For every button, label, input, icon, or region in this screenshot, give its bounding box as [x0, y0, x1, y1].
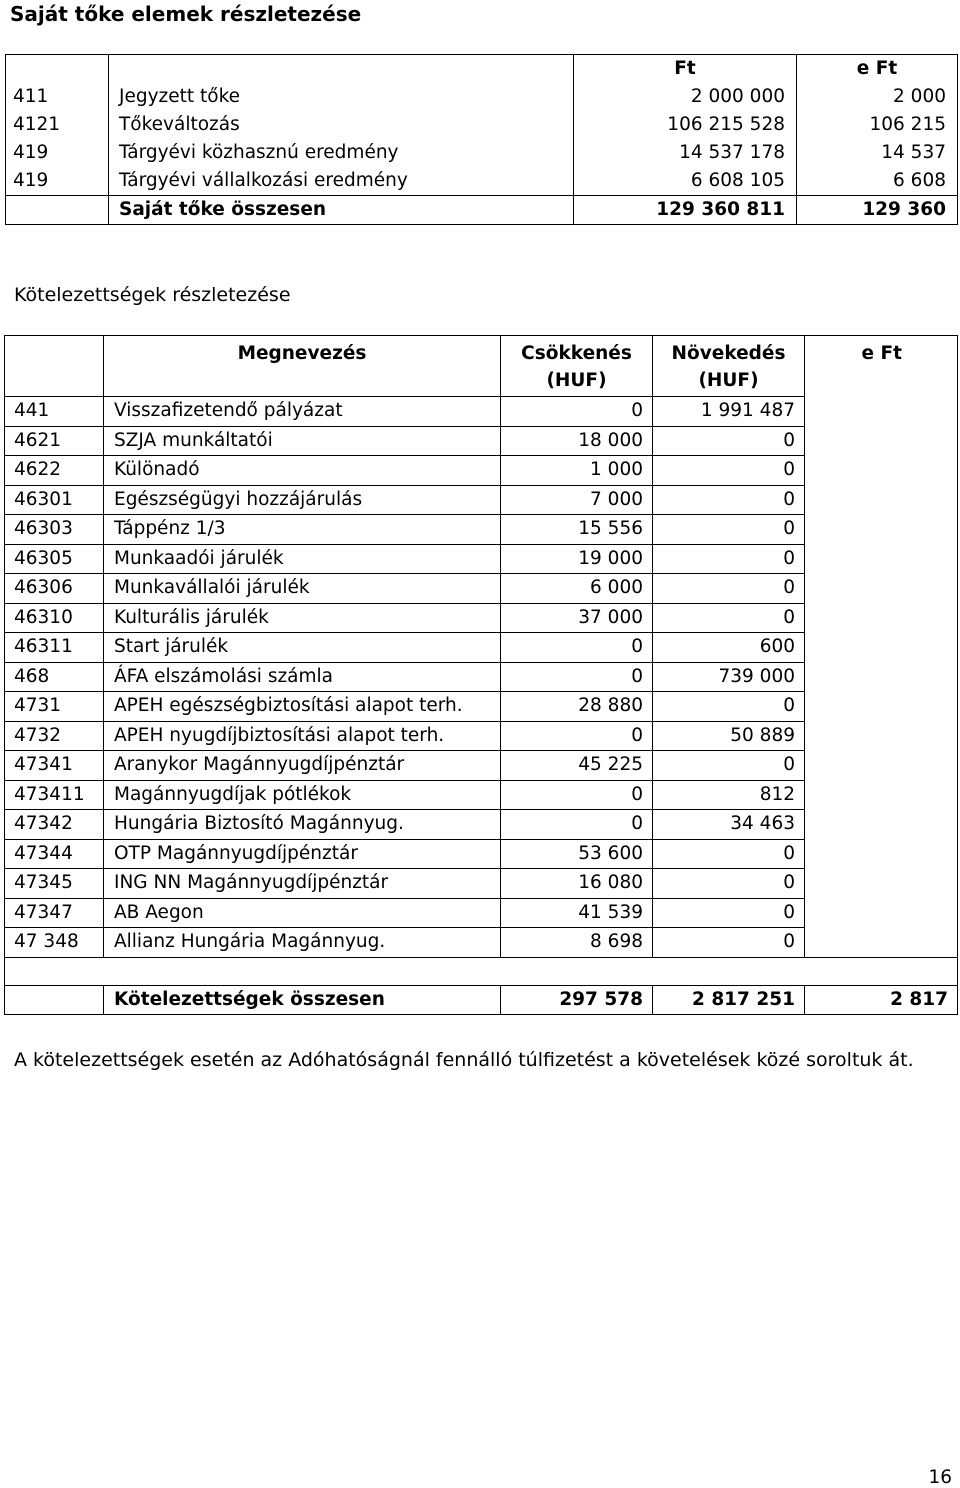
total-increase: 2 817 251 [653, 985, 805, 1015]
liability-row [5, 633, 958, 663]
account-code: 4732 [5, 721, 104, 751]
header-increase-unit: (HUF) [698, 370, 759, 391]
account-code: 468 [5, 662, 104, 692]
liability-row [5, 662, 958, 692]
increase-amount: 0 [653, 751, 805, 781]
decrease-amount: 37 000 [501, 603, 653, 633]
liabilities-header-row [5, 336, 958, 397]
total-label: Saját tőke összesen [109, 196, 574, 225]
equity-header-row [6, 55, 958, 84]
account-code: 47345 [5, 869, 104, 899]
decrease-amount: 28 880 [501, 692, 653, 722]
decrease-amount: 0 [501, 721, 653, 751]
unit-column-cell [805, 839, 958, 869]
increase-amount: 34 463 [653, 810, 805, 840]
equity-row [6, 167, 958, 196]
account-name: ÁFA elszámolási számla [104, 662, 501, 692]
increase-amount: 0 [653, 515, 805, 545]
account-code: 46301 [5, 485, 104, 515]
unit-column-cell [805, 869, 958, 899]
account-code: 4731 [5, 692, 104, 722]
liabilities-header-blank [5, 336, 104, 397]
liability-row [5, 456, 958, 486]
amount-eft: 106 215 [797, 111, 958, 139]
equity-header-eft: e Ft [797, 55, 958, 84]
liability-row [5, 869, 958, 899]
unit-column-cell [805, 603, 958, 633]
account-name: Tőkeváltozás [109, 111, 574, 139]
increase-amount: 1 991 487 [653, 397, 805, 427]
unit-column-cell [805, 515, 958, 545]
account-code: 47 348 [5, 928, 104, 958]
account-code: 4622 [5, 456, 104, 486]
account-name: APEH egészségbiztosítási alapot terh. [104, 692, 501, 722]
liabilities-header-name [104, 336, 501, 397]
total-label: Kötelezettségek összesen [104, 985, 501, 1015]
total-eft: 2 817 [805, 985, 958, 1015]
increase-amount: 0 [653, 485, 805, 515]
total-ft: 129 360 811 [574, 196, 797, 225]
account-code: 47347 [5, 898, 104, 928]
liability-blank-row [5, 957, 958, 985]
account-name: Visszafizetendő pályázat [104, 397, 501, 427]
equity-table [5, 54, 958, 225]
account-name: Tárgyévi közhasznú eredmény [109, 139, 574, 167]
account-name: OTP Magánnyugdíjpénztár [104, 839, 501, 869]
equity-section-title: Saját tőke elemek részletezése [10, 2, 362, 26]
amount-eft: 6 608 [797, 167, 958, 196]
liability-total-row [5, 985, 958, 1015]
decrease-amount: 45 225 [501, 751, 653, 781]
unit-column-cell [805, 426, 958, 456]
decrease-amount: 0 [501, 662, 653, 692]
account-code: 473411 [5, 780, 104, 810]
decrease-amount: 16 080 [501, 869, 653, 899]
increase-amount: 600 [653, 633, 805, 663]
account-code: 411 [6, 83, 109, 111]
unit-column-cell [805, 544, 958, 574]
account-name: ING NN Magánnyugdíjpénztár [104, 869, 501, 899]
amount-eft: 14 537 [797, 139, 958, 167]
blank-cell [5, 957, 958, 985]
decrease-amount: 7 000 [501, 485, 653, 515]
account-code: 441 [5, 397, 104, 427]
liability-row [5, 721, 958, 751]
liability-row [5, 485, 958, 515]
account-name: Munkaadói járulék [104, 544, 501, 574]
increase-amount: 0 [653, 603, 805, 633]
increase-amount: 0 [653, 869, 805, 899]
amount-ft: 6 608 105 [574, 167, 797, 196]
account-name: Hungária Biztosító Magánnyug. [104, 810, 501, 840]
account-code: 46305 [5, 544, 104, 574]
account-name: Egészségügyi hozzájárulás [104, 485, 501, 515]
decrease-amount: 0 [501, 780, 653, 810]
unit-column-cell [805, 485, 958, 515]
increase-amount: 0 [653, 544, 805, 574]
account-name: Táppénz 1/3 [104, 515, 501, 545]
decrease-amount: 41 539 [501, 898, 653, 928]
amount-ft: 2 000 000 [574, 83, 797, 111]
total-decrease: 297 578 [501, 985, 653, 1015]
decrease-amount: 53 600 [501, 839, 653, 869]
increase-amount: 0 [653, 692, 805, 722]
account-name: Tárgyévi vállalkozási eredmény [109, 167, 574, 196]
decrease-amount: 0 [501, 633, 653, 663]
account-code: 47344 [5, 839, 104, 869]
decrease-amount: 19 000 [501, 544, 653, 574]
liability-row [5, 810, 958, 840]
account-code: 46303 [5, 515, 104, 545]
footnote: A kötelezettségek esetén az Adóhatóságnál fennálló túlfizetést a követelések közé soroltuk át. [14, 1049, 914, 1071]
liabilities-section-title: Kötelezettségek részletezése [14, 284, 291, 306]
unit-column-cell [805, 692, 958, 722]
unit-column-cell [805, 633, 958, 663]
liability-row [5, 751, 958, 781]
amount-ft: 106 215 528 [574, 111, 797, 139]
increase-amount: 50 889 [653, 721, 805, 751]
equity-total-row [6, 196, 958, 225]
decrease-amount: 15 556 [501, 515, 653, 545]
equity-header-blank [6, 55, 109, 84]
unit-column-cell [805, 662, 958, 692]
liabilities-header-decrease [501, 336, 653, 397]
liabilities-header-eft: e Ft [805, 336, 958, 397]
increase-amount: 812 [653, 780, 805, 810]
account-name: Start járulék [104, 633, 501, 663]
decrease-amount: 0 [501, 810, 653, 840]
increase-amount: 0 [653, 574, 805, 604]
liability-row [5, 692, 958, 722]
equity-row [6, 83, 958, 111]
liability-row [5, 928, 958, 958]
account-name: AB Aegon [104, 898, 501, 928]
header-increase-label: Növekedés [671, 343, 786, 364]
account-code: 46311 [5, 633, 104, 663]
decrease-amount: 1 000 [501, 456, 653, 486]
unit-column-cell [805, 898, 958, 928]
account-name: APEH nyugdíjbiztosítási alapot terh. [104, 721, 501, 751]
decrease-amount: 8 698 [501, 928, 653, 958]
liabilities-header-increase [653, 336, 805, 397]
liability-row [5, 515, 958, 545]
account-code: 4121 [6, 111, 109, 139]
liabilities-table [4, 335, 958, 1015]
unit-column-cell [805, 751, 958, 781]
unit-column-cell [805, 456, 958, 486]
account-code: 419 [6, 167, 109, 196]
equity-header-ft: Ft [574, 55, 797, 84]
increase-amount: 0 [653, 456, 805, 486]
equity-row [6, 139, 958, 167]
account-code: 47341 [5, 751, 104, 781]
account-name: Munkavállalói járulék [104, 574, 501, 604]
increase-amount: 0 [653, 928, 805, 958]
increase-amount: 0 [653, 426, 805, 456]
account-name: Allianz Hungária Magánnyug. [104, 928, 501, 958]
account-name: SZJA munkáltatói [104, 426, 501, 456]
page-number: 16 [928, 1467, 952, 1488]
decrease-amount: 18 000 [501, 426, 653, 456]
increase-amount: 0 [653, 898, 805, 928]
liability-row [5, 780, 958, 810]
decrease-amount: 0 [501, 397, 653, 427]
account-name: Magánnyugdíjak pótlékok [104, 780, 501, 810]
liability-row [5, 839, 958, 869]
increase-amount: 739 000 [653, 662, 805, 692]
liability-row [5, 603, 958, 633]
account-name: Jegyzett tőke [109, 83, 574, 111]
liability-row [5, 426, 958, 456]
amount-ft: 14 537 178 [574, 139, 797, 167]
liability-row [5, 397, 958, 427]
account-code [6, 196, 109, 225]
equity-row [6, 111, 958, 139]
equity-header-blank [109, 55, 574, 84]
unit-column-cell [805, 397, 958, 427]
header-decrease-label: Csökkenés [521, 343, 632, 364]
account-name: Aranykor Magánnyugdíjpénztár [104, 751, 501, 781]
account-code: 47342 [5, 810, 104, 840]
header-decrease-unit: (HUF) [546, 370, 607, 391]
increase-amount: 0 [653, 839, 805, 869]
account-code: 46306 [5, 574, 104, 604]
account-code: 4621 [5, 426, 104, 456]
decrease-amount: 6 000 [501, 574, 653, 604]
account-name: Különadó [104, 456, 501, 486]
liability-row [5, 574, 958, 604]
unit-column-cell [805, 721, 958, 751]
account-name: Kulturális járulék [104, 603, 501, 633]
liability-row [5, 544, 958, 574]
header-name-label: Megnevezés [237, 343, 367, 364]
total-eft: 129 360 [797, 196, 958, 225]
account-code [5, 985, 104, 1015]
unit-column-cell [805, 574, 958, 604]
amount-eft: 2 000 [797, 83, 958, 111]
account-code: 46310 [5, 603, 104, 633]
account-code: 419 [6, 139, 109, 167]
unit-column-cell [805, 810, 958, 840]
unit-column-cell [805, 928, 958, 958]
unit-column-cell [805, 780, 958, 810]
liability-row [5, 898, 958, 928]
